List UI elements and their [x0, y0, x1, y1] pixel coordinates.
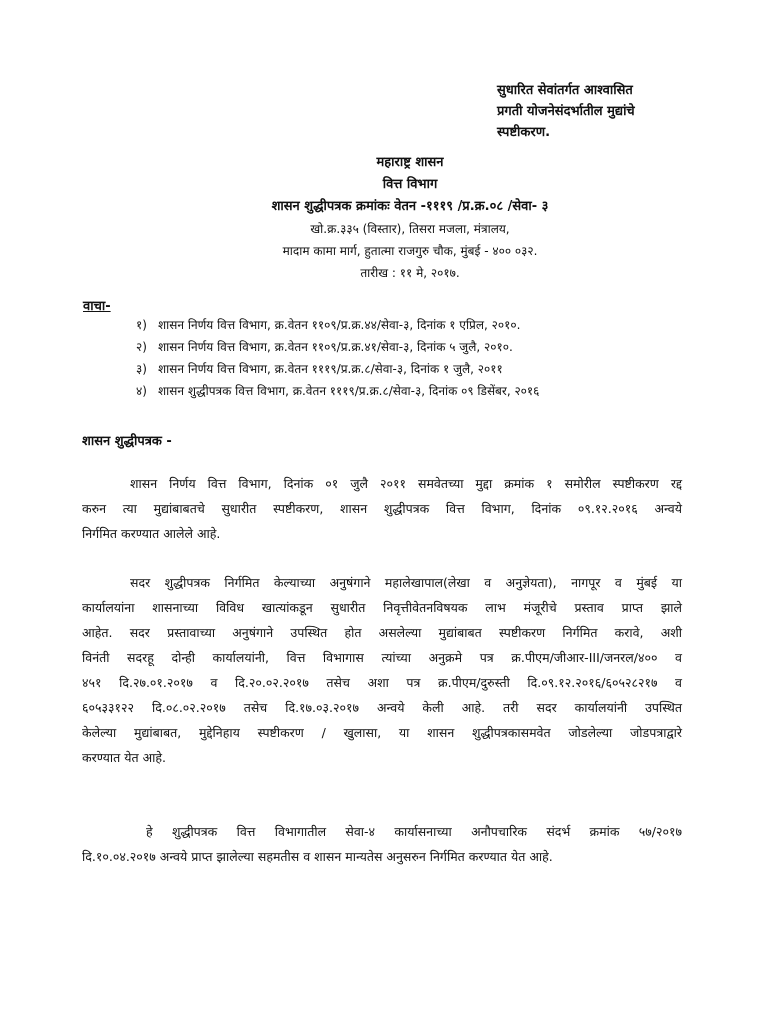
references-label: वाचा- [83, 299, 111, 314]
paragraph-line: करुन त्या मुद्यांबाबतचे सुधारीत स्पष्टीकरण, शासन शुद्धीपत्रक वित्त विभाग, दिनांक ०९.१२.२०१६ अन्वये [82, 501, 682, 516]
address-line-1: खो.क्र.३३५ (विस्तार), तिसरा मजला, मंत्रालय, [310, 222, 510, 236]
reference-text: शासन निर्णय वित्त विभाग, क्र.वेतन ११०९/प्र.क्र.४१/सेवा-३, दिनांक ५ जुलै, २०१०. [158, 340, 513, 354]
subject-block [497, 80, 677, 143]
reference-number: ४) [136, 384, 147, 398]
subject-line: स्पष्टीकरण. [497, 125, 551, 140]
circular-number: शासन शुद्धीपत्रक क्रमांकः वेतन -१११९ /प्र.क्र.०८ /सेवा- ३ [271, 199, 549, 214]
paragraph-line: आहेत. सदर प्रस्तावाच्या अनुषंगाने उपस्थित होत असलेल्या मुद्यांबाबत स्पष्टीकरण निर्गमित करावे, अशी [82, 625, 682, 640]
paragraph-1 [82, 471, 682, 546]
letterhead [160, 152, 660, 284]
reference-number: ३) [136, 362, 147, 376]
department-name: वित्त विभाग [382, 177, 438, 192]
address-line-2: मादाम कामा मार्ग, हुतात्मा राजगुरु चौक, मुंबई - ४०० ०३२. [282, 244, 538, 258]
subject-line: सुधारित सेवांतर्गत आश्वासित [497, 83, 633, 98]
paragraph-line: शासन निर्णय वित्त विभाग, दिनांक ०१ जुलै २०११ समवेतच्या मुद्दा क्रमांक १ समोरील स्पष्टीकरण रद्द [130, 476, 682, 491]
paragraph-2 [82, 570, 682, 770]
paragraph-line: सदर शुद्धीपत्रक निर्गमित केल्याच्या अनुषंगाने महालेखापाल(लेखा व अनुज्ञेयता), नागपूर व मुंबई या [130, 575, 682, 590]
reference-number: २) [136, 340, 147, 354]
paragraph-3 [82, 819, 682, 869]
reference-number: १) [136, 318, 147, 332]
reference-text: शासन निर्णय वित्त विभाग, क्र.वेतन १११९/प्र.क्र.८/सेवा-३, दिनांक १ जुलै, २०११ [158, 362, 503, 376]
reference-text: शासन निर्णय वित्त विभाग, क्र.वेतन ११०९/प्र.क्र.४४/सेवा-३, दिनांक १ एप्रिल, २०१०. [158, 318, 521, 332]
paragraph-line: ६०५३३१२२ दि.०८.०२.२०१७ तसेच दि.१७.०३.२०१७ अन्वये केली आहे. तरी सदर कार्यालयांनी उपस्थित [82, 700, 682, 715]
paragraph-line: हे शुद्धीपत्रक वित्त विभागातील सेवा-४ कार्यासनाच्या अनौपचारिक संदर्भ क्रमांक ५७/२०१७ [146, 824, 682, 839]
issue-date: तारीख : ११ मे, २०१७. [360, 266, 460, 280]
paragraph-line: कार्यालयांना शासनाच्या विविध खात्यांकडून सुधारीत निवृत्तीवेतनविषयक लाभ मंजूरीचे प्रस्ताव प्राप्त झाले [82, 600, 682, 615]
paragraph-line: निर्गमित करण्यात आलेले आहे. [82, 526, 221, 541]
government-name: महाराष्ट्र शासन [376, 155, 444, 170]
section-title: शासन शुद्धीपत्रक - [82, 434, 172, 449]
subject-line: प्रगती योजनेसंदर्भातील मुद्यांचे [497, 104, 635, 119]
paragraph-line: ४५१ दि.२७.०१.२०१७ व दि.२०.०२.२०१७ तसेच अशा पत्र क्र.पीएम/दुरुस्ती दि.०९.१२.२०१६/६०५२८२१७ व [82, 675, 682, 690]
paragraph-line: विनंती सदरहू दोन्ही कार्यालयांनी, वित्त विभागास त्यांच्या अनुक्रमे पत्र क्र.पीएम/जीआर-III/जनरल/४०० व [82, 650, 682, 665]
reference-text: शासन शुद्धीपत्रक वित्त विभाग, क्र.वेतन १११९/प्र.क्र.८/सेवा-३, दिनांक ०९ डिसेंबर, २०१६ [158, 384, 540, 398]
paragraph-line: केलेल्या मुद्यांबाबत, मुद्देनिहाय स्पष्टीकरण / खुलासा, या शासन शुद्धीपत्रकासमवेत जोडलेल्या जोडपत्राद्वारे [82, 725, 682, 740]
paragraph-line: करण्यात येत आहे. [82, 750, 166, 765]
paragraph-line: दि.१०.०४.२०१७ अन्वये प्राप्त झालेल्या सहमतीस व शासन मान्यतेस अनुसरुन निर्गमित करण्यात येत आहे. [82, 849, 553, 864]
